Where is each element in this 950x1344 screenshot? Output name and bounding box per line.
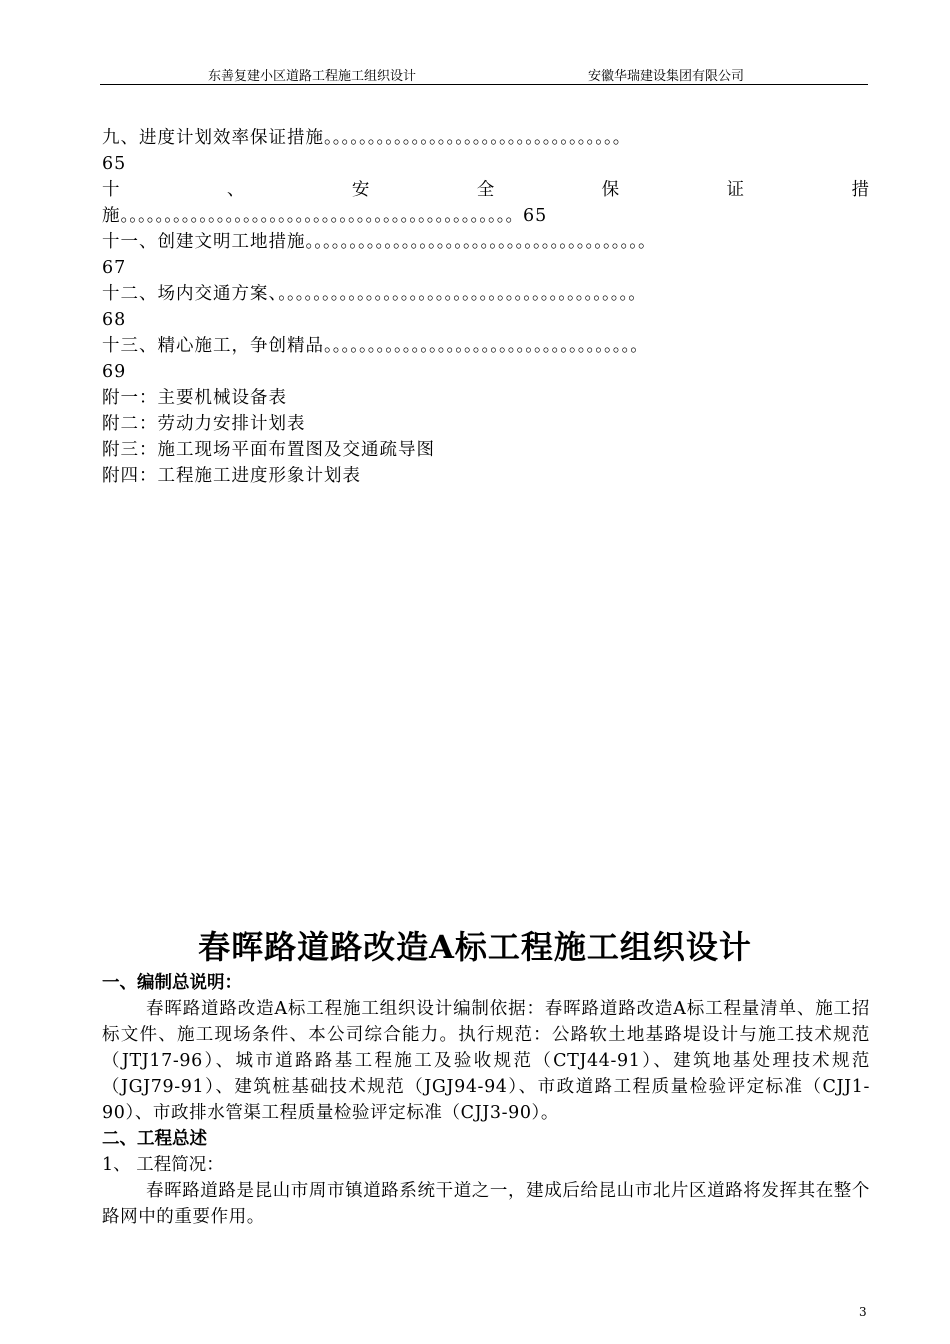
section-1-paragraph: 春晖路道路改造A标工程施工组织设计编制依据：春晖路道路改造A标工程量清单、施工招标文件、施工现场条件、本公司综合能力。执行规范：公路软土地基路堤设计与施工技术规范（JTJ17-96）、城市道路路基工程施工及验收规范（CTJ44-91）、建筑地基处理技术规范（JGJ79-91）、建筑桩基础技术规范（JGJ94-94）、市政道路工程质量检验评定标准（CJJ1-90）、市政排水管渠工程质量检验评定标准（CJJ3-90）。 — [102, 999, 870, 1123]
header-document-title: 东善复建小区道路工程施工组织设计 — [208, 69, 417, 84]
toc-char: 保 — [601, 180, 621, 200]
toc-page-number: 68 — [102, 310, 127, 330]
page-header — [100, 60, 868, 85]
table-of-contents — [102, 125, 870, 489]
section-2-heading: 二、工程总述 — [102, 1129, 207, 1149]
toc-item-label: 十一、创建文明工地措施 — [102, 232, 306, 252]
toc-item-label: 十二、场内交通方案、 — [102, 284, 279, 304]
header-company-name: 安徽华瑞建设集团有限公司 — [588, 69, 745, 84]
toc-appendix-4: 附四：工程施工进度形象计划表 — [102, 466, 361, 486]
toc-leader-dots: 。。。。。。。。。。。。。。。。。。。。。。。。。。。。。。。。。。。。。。。。。。。。。 — [120, 206, 523, 226]
toc-item-12 — [102, 281, 870, 307]
toc-char: 十 — [102, 180, 121, 200]
toc-item-13 — [102, 333, 870, 359]
toc-leader-dots: 。。。。。。。。。。。。。。。。。。。。。。。。。。。。。。。。。。 — [324, 128, 631, 148]
document-title: 春晖路道路改造A标工程施工组织设计 — [198, 928, 752, 966]
toc-item-11 — [102, 229, 870, 255]
section-2-subheading: 1、 工程简况： — [102, 1155, 224, 1175]
toc-char: 施 — [102, 206, 121, 226]
toc-item-label: 九、进度计划效率保证措施 — [102, 128, 324, 148]
toc-page-number: 69 — [102, 362, 127, 382]
toc-item-label: 十三、精心施工，争创精品 — [102, 336, 324, 356]
toc-leader-dots: 。。。。。。。。。。。。。。。。。。。。。。。。。。。。。。。。。。。。。。。 — [305, 232, 656, 252]
section-1-heading: 一、编制总说明： — [102, 973, 242, 993]
toc-item-10-continued — [102, 203, 870, 229]
toc-char: 全 — [476, 180, 496, 200]
toc-char: 安 — [351, 180, 371, 200]
section-2-paragraph: 春晖路道路是昆山市周市镇道路系统干道之一，建成后给昆山市北片区道路将发挥其在整个路网中的重要作用。 — [102, 1181, 870, 1227]
toc-page-number: 65 — [102, 154, 127, 174]
toc-char: 证 — [726, 180, 746, 200]
toc-page-number: 67 — [102, 258, 127, 278]
toc-leader-dots: 。。。。。。。。。。。。。。。。。。。。。。。。。。。。。。。。。。。。。。。。。 — [278, 284, 646, 304]
toc-item-10 — [102, 177, 870, 203]
page-number: 3 — [859, 1305, 867, 1319]
toc-appendix-2: 附二：劳动力安排计划表 — [102, 414, 306, 434]
toc-page-number: 65 — [523, 206, 548, 226]
toc-appendix-1: 附一：主要机械设备表 — [102, 388, 287, 408]
document-body — [102, 970, 870, 1230]
toc-item-9 — [102, 125, 870, 151]
toc-char: 措 — [851, 180, 870, 200]
toc-leader-dots: 。。。。。。。。。。。。。。。。。。。。。。。。。。。。。。。。。。。。 — [324, 336, 648, 356]
toc-char: 、 — [226, 180, 246, 200]
toc-appendix-3: 附三：施工现场平面布置图及交通疏导图 — [102, 440, 435, 460]
